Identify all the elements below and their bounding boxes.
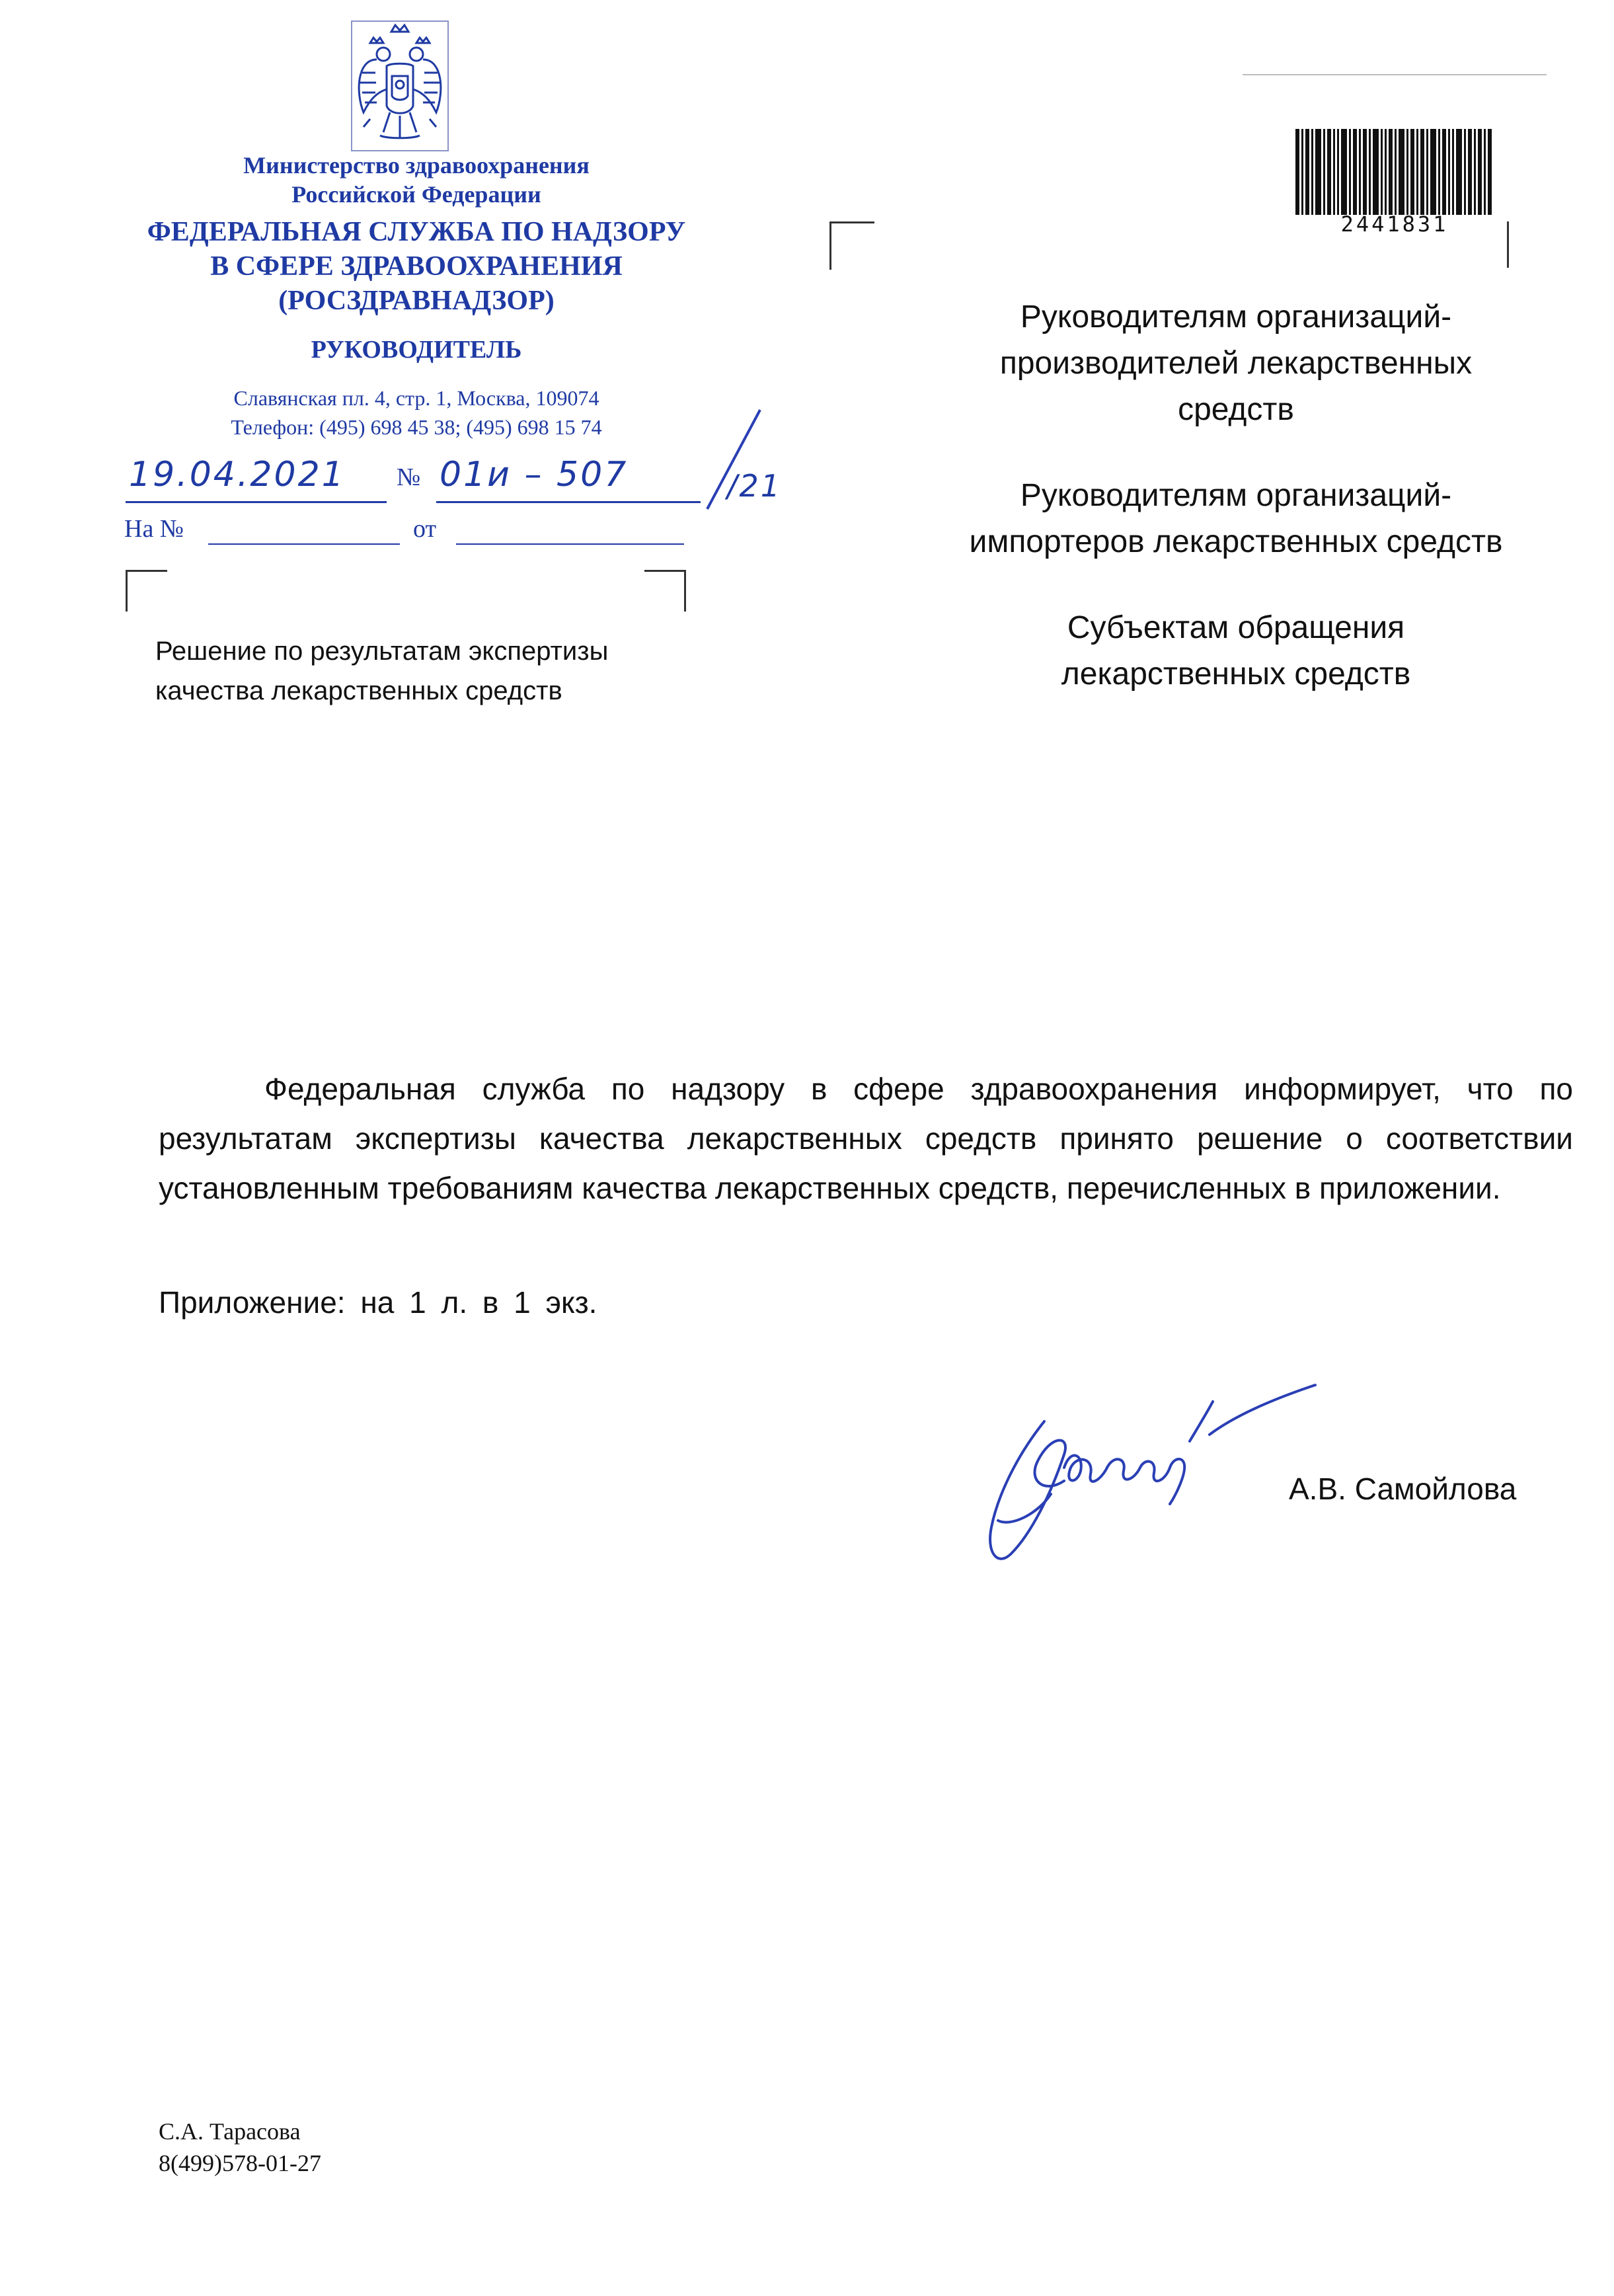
barcode-number: 2441831 — [1340, 212, 1449, 237]
ministry-name: Министерство здравоохранения Российской Федерации — [243, 152, 590, 208]
left-bracket-top-right — [644, 570, 686, 612]
barcode-icon — [1295, 129, 1494, 218]
addressee-subjects: Субъектам обращения лекарственных средств — [1061, 610, 1411, 692]
registration-number-suffix: /21 — [727, 468, 783, 504]
top-right-rule — [1243, 74, 1547, 75]
executor-phone: 8(499)578-01-27 — [159, 2150, 321, 2176]
address-bracket-right-tick — [1507, 221, 1509, 268]
registration-number-label: № — [397, 463, 421, 491]
head-title: РУКОВОДИТЕЛЬ — [311, 336, 522, 364]
letter-body: Федеральная служба по надзору в сфере здравоохранения информирует, что по результатам экспертизы качества лекарственных средств принято решение о соответствии установленным требованиям качества лекарственных средств, перечисленных в приложении. — [159, 1072, 1573, 1205]
service-name: ФЕДЕРАЛЬНАЯ СЛУЖБА ПО НАДЗОРУ В СФЕРЕ ЗДРАВООХРАНЕНИЯ (РОСЗДРАВНАДЗОР) — [147, 217, 686, 316]
number-underline — [436, 501, 701, 503]
reference-number-line — [208, 543, 400, 545]
attachment-note: Приложение: на 1 л. в 1 экз. — [159, 1285, 597, 1320]
registration-number: 01и – 507 — [440, 455, 629, 495]
addressee-manufacturers: Руководителям организаций- производителей лекарственных средств — [999, 299, 1473, 427]
executor-name: С.А. Тарасова — [159, 2118, 301, 2145]
date-underline — [126, 501, 387, 503]
addressee-importers: Руководителям организаций- импортеров лекарственных средств — [969, 478, 1503, 559]
reference-from-line — [456, 543, 684, 545]
reference-number-label: На № — [124, 515, 184, 543]
handwritten-signature — [972, 1362, 1342, 1580]
left-bracket-top-left — [126, 570, 167, 612]
signer-name: А.В. Самойлова — [1289, 1472, 1517, 1506]
russian-coat-of-arms-icon — [350, 20, 449, 152]
reference-from-label: от — [413, 515, 437, 543]
registration-date: 19.04.2021 — [129, 455, 346, 495]
service-address: Славянская пл. 4, стр. 1, Москва, 109074 Телефон: (495) 698 45 38; (495) 698 15 74 — [231, 386, 602, 439]
document-subject: Решение по результатам экспертизы качества лекарственных средств — [155, 637, 609, 705]
address-bracket-top-left — [829, 221, 874, 270]
